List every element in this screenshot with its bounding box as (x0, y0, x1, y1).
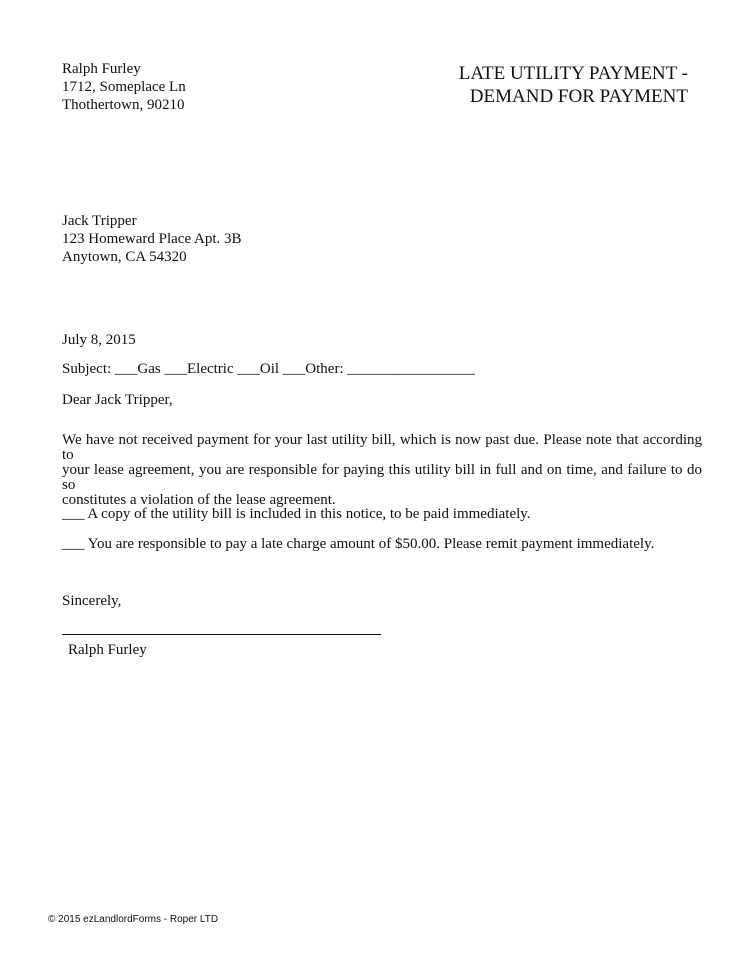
body-line-2: your lease agreement, you are responsible for paying this utility bill in full and on time, and failure to do so (62, 462, 702, 493)
sender-street: 1712, Someplace Ln (62, 79, 186, 95)
closing: Sincerely, (62, 593, 122, 609)
recipient-city: Anytown, CA 54320 (62, 249, 187, 265)
copyright-footer: © 2015 ezLandlordForms - Roper LTD (48, 914, 219, 925)
subject-line: Subject: ___Gas ___Electric ___Oil ___Other: _________________ (62, 361, 475, 377)
body-paragraph (62, 433, 702, 508)
body-line-1: We have not received payment for your last utility bill, which is now past due. Please note that according to (62, 432, 702, 463)
option-bill-copy: ___ A copy of the utility bill is included in this notice, to be paid immediately. (62, 506, 531, 522)
recipient-street: 123 Homeward Place Apt. 3B (62, 231, 242, 247)
sender-city: Thothertown, 90210 (62, 97, 185, 113)
option-late-charge: ___ You are responsible to pay a late charge amount of $50.00. Please remit payment immediately. (62, 536, 655, 552)
document-title (459, 62, 688, 108)
recipient-name: Jack Tripper (62, 213, 137, 229)
letter-date: July 8, 2015 (62, 332, 136, 348)
recipient-address (62, 212, 242, 266)
sender-name: Ralph Furley (62, 61, 141, 77)
sender-address (62, 60, 186, 114)
title-line-1: LATE UTILITY PAYMENT - (458, 63, 688, 84)
body-line-3: constitutes a violation of the lease agreement. (62, 492, 336, 508)
signature-line (62, 634, 381, 635)
title-line-2: DEMAND FOR PAYMENT (469, 86, 688, 107)
salutation: Dear Jack Tripper, (62, 392, 173, 408)
signature-name: Ralph Furley (68, 642, 147, 658)
